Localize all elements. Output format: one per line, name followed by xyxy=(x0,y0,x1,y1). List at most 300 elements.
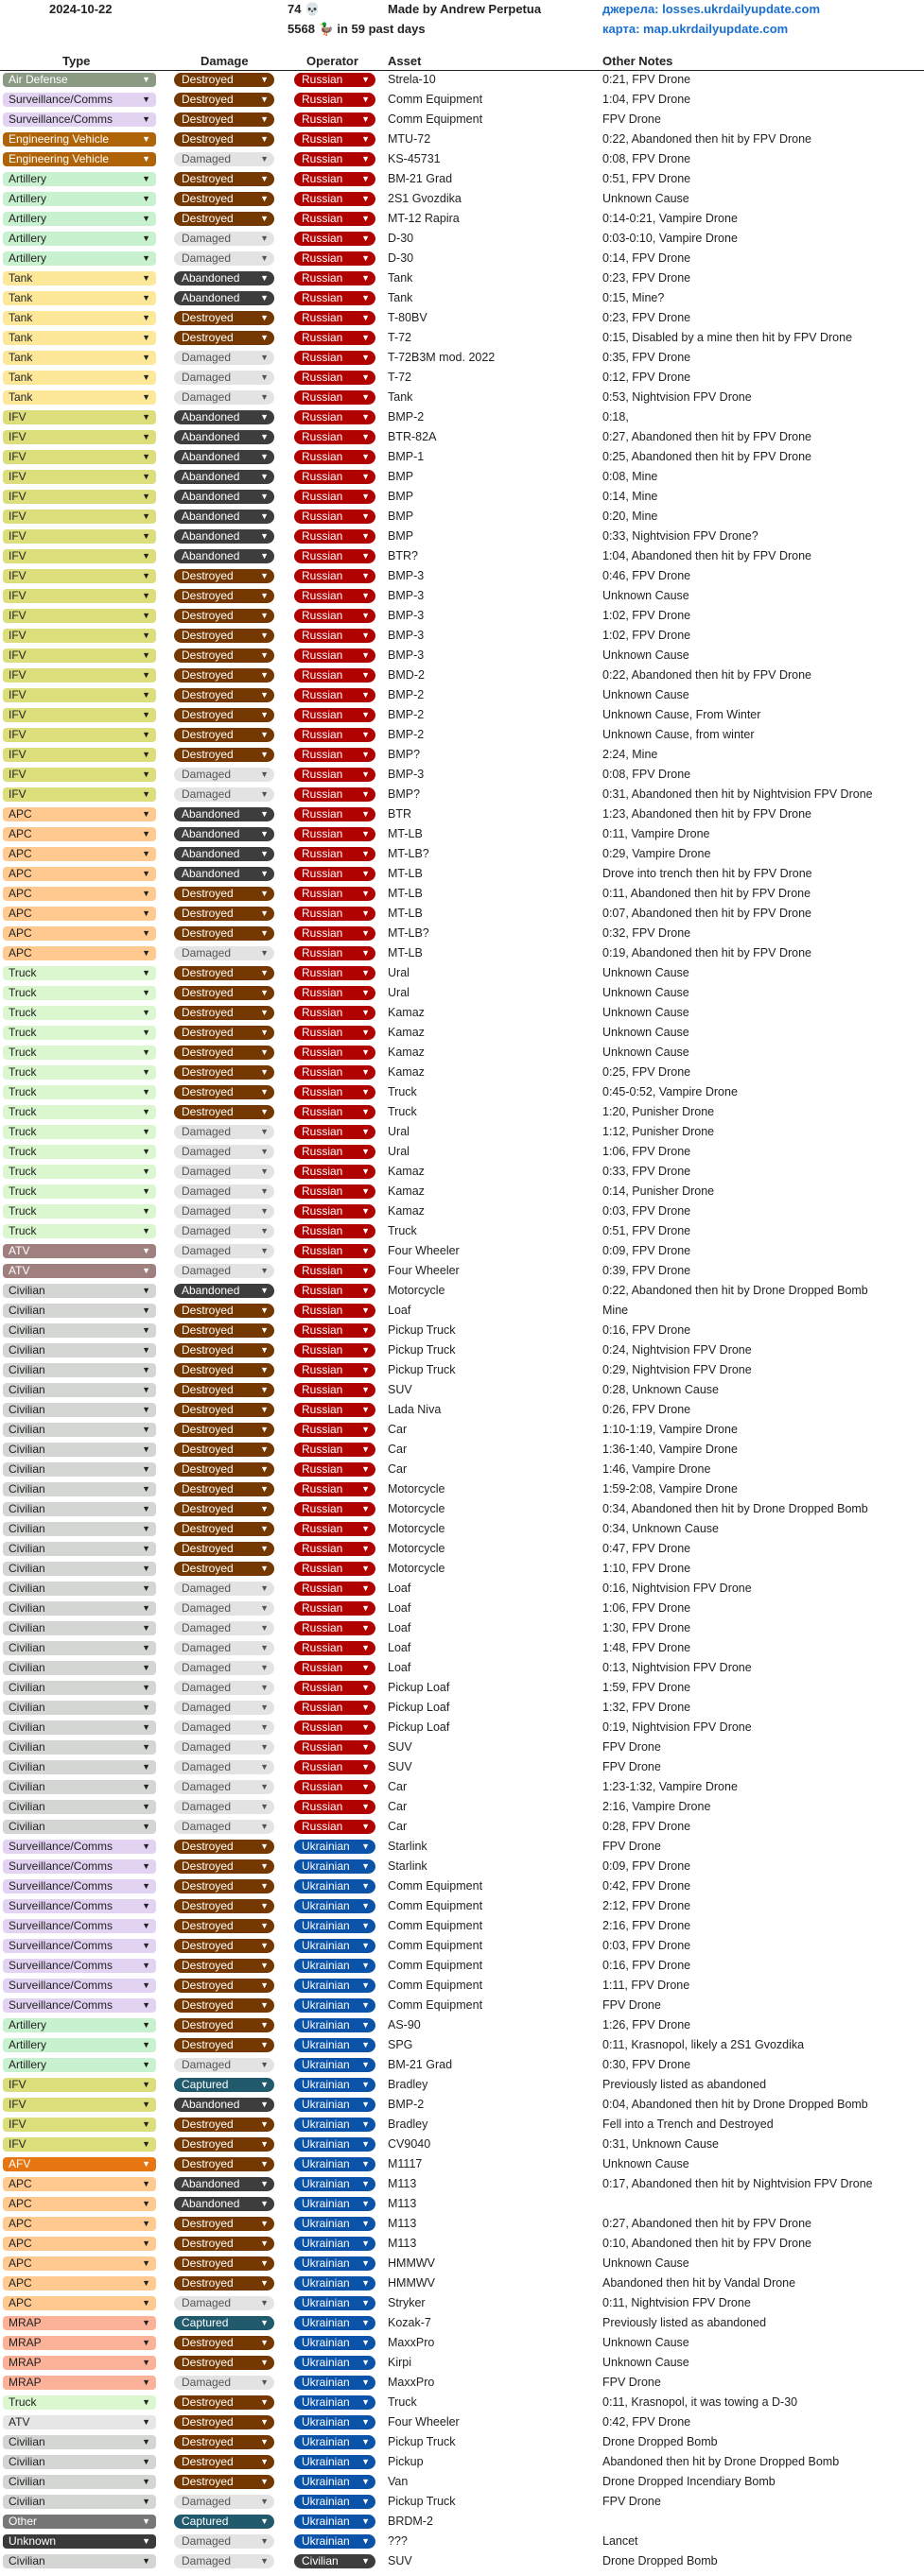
damage-select[interactable] xyxy=(174,1621,274,1635)
operator-select[interactable] xyxy=(294,1284,375,1298)
type-select[interactable] xyxy=(3,1284,156,1298)
type-select[interactable] xyxy=(3,2554,156,2568)
damage-select[interactable] xyxy=(174,629,274,643)
operator-select[interactable] xyxy=(294,1661,375,1675)
damage-select[interactable] xyxy=(174,271,274,285)
type-select[interactable] xyxy=(3,768,156,782)
damage-select[interactable] xyxy=(174,1681,274,1695)
operator-select[interactable] xyxy=(294,1403,375,1417)
damage-select[interactable] xyxy=(174,787,274,802)
type-select[interactable] xyxy=(3,232,156,246)
operator-select[interactable] xyxy=(294,93,375,107)
type-select[interactable] xyxy=(3,609,156,623)
type-select[interactable] xyxy=(3,1899,156,1913)
operator-select[interactable] xyxy=(294,470,375,484)
operator-select[interactable] xyxy=(294,1522,375,1536)
damage-select[interactable] xyxy=(174,2058,274,2072)
damage-select[interactable] xyxy=(174,1641,274,1655)
damage-select[interactable] xyxy=(174,2157,274,2171)
damage-select[interactable] xyxy=(174,351,274,365)
type-select[interactable] xyxy=(3,549,156,563)
type-select[interactable] xyxy=(3,1998,156,2013)
operator-select[interactable] xyxy=(294,132,375,147)
type-select[interactable] xyxy=(3,2435,156,2449)
type-select[interactable] xyxy=(3,2534,156,2549)
type-select[interactable] xyxy=(3,2237,156,2251)
damage-select[interactable] xyxy=(174,807,274,821)
map-link[interactable]: карта: map.ukrdailyupdate.com xyxy=(602,22,789,36)
damage-select[interactable] xyxy=(174,1403,274,1417)
operator-select[interactable] xyxy=(294,1125,375,1139)
damage-select[interactable] xyxy=(174,1562,274,1576)
damage-select[interactable] xyxy=(174,1363,274,1377)
operator-select[interactable] xyxy=(294,907,375,921)
type-select[interactable] xyxy=(3,351,156,365)
operator-select[interactable] xyxy=(294,2475,375,2489)
sources-link[interactable]: джерела: losses.ukrdailyupdate.com xyxy=(602,2,821,16)
type-select[interactable] xyxy=(3,93,156,107)
operator-select[interactable] xyxy=(294,450,375,464)
damage-select[interactable] xyxy=(174,1105,274,1119)
damage-select[interactable] xyxy=(174,907,274,921)
type-select[interactable] xyxy=(3,2455,156,2469)
type-select[interactable] xyxy=(3,1879,156,1893)
damage-select[interactable] xyxy=(174,887,274,901)
operator-select[interactable] xyxy=(294,1065,375,1080)
damage-select[interactable] xyxy=(174,2118,274,2132)
operator-select[interactable] xyxy=(294,1800,375,1814)
damage-select[interactable] xyxy=(174,390,274,405)
type-select[interactable] xyxy=(3,529,156,544)
operator-select[interactable] xyxy=(294,2296,375,2310)
type-select[interactable] xyxy=(3,2197,156,2211)
operator-select[interactable] xyxy=(294,2515,375,2529)
operator-select[interactable] xyxy=(294,589,375,603)
operator-select[interactable] xyxy=(294,2415,375,2429)
type-select[interactable] xyxy=(3,1204,156,1219)
type-select[interactable] xyxy=(3,748,156,762)
operator-select[interactable] xyxy=(294,1423,375,1437)
damage-select[interactable] xyxy=(174,529,274,544)
type-select[interactable] xyxy=(3,907,156,921)
operator-select[interactable] xyxy=(294,1165,375,1179)
type-select[interactable] xyxy=(3,1979,156,1993)
damage-select[interactable] xyxy=(174,410,274,424)
operator-select[interactable] xyxy=(294,1105,375,1119)
damage-select[interactable] xyxy=(174,1740,274,1755)
damage-select[interactable] xyxy=(174,331,274,345)
damage-select[interactable] xyxy=(174,2376,274,2390)
damage-select[interactable] xyxy=(174,251,274,266)
operator-select[interactable] xyxy=(294,351,375,365)
damage-select[interactable] xyxy=(174,1443,274,1457)
type-select[interactable] xyxy=(3,132,156,147)
damage-select[interactable] xyxy=(174,768,274,782)
type-select[interactable] xyxy=(3,1462,156,1477)
damage-select[interactable] xyxy=(174,490,274,504)
damage-select[interactable] xyxy=(174,1998,274,2013)
damage-select[interactable] xyxy=(174,1244,274,1258)
damage-select[interactable] xyxy=(174,648,274,663)
type-select[interactable] xyxy=(3,966,156,980)
operator-select[interactable] xyxy=(294,648,375,663)
operator-select[interactable] xyxy=(294,2276,375,2291)
damage-select[interactable] xyxy=(174,1204,274,1219)
type-select[interactable] xyxy=(3,470,156,484)
operator-select[interactable] xyxy=(294,311,375,325)
operator-select[interactable] xyxy=(294,1224,375,1238)
damage-select[interactable] xyxy=(174,2197,274,2211)
operator-select[interactable] xyxy=(294,847,375,861)
damage-select[interactable] xyxy=(174,470,274,484)
operator-select[interactable] xyxy=(294,1998,375,2013)
operator-select[interactable] xyxy=(294,609,375,623)
type-select[interactable] xyxy=(3,410,156,424)
operator-select[interactable] xyxy=(294,2376,375,2390)
type-select[interactable] xyxy=(3,867,156,881)
type-select[interactable] xyxy=(3,1601,156,1616)
operator-select[interactable] xyxy=(294,1879,375,1893)
type-select[interactable] xyxy=(3,787,156,802)
type-select[interactable] xyxy=(3,1740,156,1755)
operator-select[interactable] xyxy=(294,410,375,424)
operator-select[interactable] xyxy=(294,1006,375,1020)
type-select[interactable] xyxy=(3,1582,156,1596)
damage-select[interactable] xyxy=(174,2356,274,2370)
operator-select[interactable] xyxy=(294,2356,375,2370)
type-select[interactable] xyxy=(3,1522,156,1536)
type-select[interactable] xyxy=(3,1840,156,1854)
type-select[interactable] xyxy=(3,1482,156,1496)
type-select[interactable] xyxy=(3,926,156,941)
operator-select[interactable] xyxy=(294,2336,375,2350)
damage-select[interactable] xyxy=(174,450,274,464)
damage-select[interactable] xyxy=(174,1919,274,1933)
type-select[interactable] xyxy=(3,1065,156,1080)
type-select[interactable] xyxy=(3,946,156,960)
type-select[interactable] xyxy=(3,1244,156,1258)
type-select[interactable] xyxy=(3,2376,156,2390)
operator-select[interactable] xyxy=(294,768,375,782)
operator-select[interactable] xyxy=(294,112,375,127)
damage-select[interactable] xyxy=(174,2395,274,2410)
type-select[interactable] xyxy=(3,311,156,325)
type-select[interactable] xyxy=(3,708,156,722)
damage-select[interactable] xyxy=(174,1720,274,1735)
type-select[interactable] xyxy=(3,2118,156,2132)
type-select[interactable] xyxy=(3,847,156,861)
operator-select[interactable] xyxy=(294,1204,375,1219)
operator-select[interactable] xyxy=(294,708,375,722)
damage-select[interactable] xyxy=(174,1423,274,1437)
damage-select[interactable] xyxy=(174,1284,274,1298)
operator-select[interactable] xyxy=(294,2316,375,2330)
damage-select[interactable] xyxy=(174,1462,274,1477)
damage-select[interactable] xyxy=(174,668,274,683)
type-select[interactable] xyxy=(3,2177,156,2191)
type-select[interactable] xyxy=(3,1720,156,1735)
damage-select[interactable] xyxy=(174,1701,274,1715)
type-select[interactable] xyxy=(3,331,156,345)
operator-select[interactable] xyxy=(294,1046,375,1060)
operator-select[interactable] xyxy=(294,2197,375,2211)
type-select[interactable] xyxy=(3,629,156,643)
operator-select[interactable] xyxy=(294,1582,375,1596)
damage-select[interactable] xyxy=(174,1383,274,1397)
type-select[interactable] xyxy=(3,1780,156,1794)
operator-select[interactable] xyxy=(294,1383,375,1397)
damage-select[interactable] xyxy=(174,291,274,305)
type-select[interactable] xyxy=(3,2256,156,2271)
damage-select[interactable] xyxy=(174,946,274,960)
operator-select[interactable] xyxy=(294,887,375,901)
operator-select[interactable] xyxy=(294,1641,375,1655)
operator-select[interactable] xyxy=(294,490,375,504)
damage-select[interactable] xyxy=(174,1820,274,1834)
damage-select[interactable] xyxy=(174,311,274,325)
type-select[interactable] xyxy=(3,1423,156,1437)
damage-select[interactable] xyxy=(174,2475,274,2489)
type-select[interactable] xyxy=(3,1641,156,1655)
damage-select[interactable] xyxy=(174,1006,274,1020)
operator-select[interactable] xyxy=(294,529,375,544)
operator-select[interactable] xyxy=(294,986,375,1000)
type-select[interactable] xyxy=(3,1343,156,1357)
type-select[interactable] xyxy=(3,1681,156,1695)
operator-select[interactable] xyxy=(294,232,375,246)
operator-select[interactable] xyxy=(294,1244,375,1258)
damage-select[interactable] xyxy=(174,430,274,444)
operator-select[interactable] xyxy=(294,1085,375,1099)
type-select[interactable] xyxy=(3,172,156,186)
operator-select[interactable] xyxy=(294,569,375,583)
type-select[interactable] xyxy=(3,152,156,166)
type-select[interactable] xyxy=(3,2078,156,2092)
type-select[interactable] xyxy=(3,2137,156,2152)
type-select[interactable] xyxy=(3,450,156,464)
operator-select[interactable] xyxy=(294,510,375,524)
damage-select[interactable] xyxy=(174,1899,274,1913)
operator-select[interactable] xyxy=(294,926,375,941)
operator-select[interactable] xyxy=(294,2217,375,2231)
damage-select[interactable] xyxy=(174,93,274,107)
damage-select[interactable] xyxy=(174,2276,274,2291)
damage-select[interactable] xyxy=(174,2018,274,2032)
type-select[interactable] xyxy=(3,390,156,405)
damage-select[interactable] xyxy=(174,966,274,980)
type-select[interactable] xyxy=(3,2217,156,2231)
type-select[interactable] xyxy=(3,2276,156,2291)
type-select[interactable] xyxy=(3,1403,156,1417)
operator-select[interactable] xyxy=(294,1820,375,1834)
operator-select[interactable] xyxy=(294,331,375,345)
type-select[interactable] xyxy=(3,490,156,504)
type-select[interactable] xyxy=(3,648,156,663)
operator-select[interactable] xyxy=(294,1026,375,1040)
damage-select[interactable] xyxy=(174,708,274,722)
operator-select[interactable] xyxy=(294,212,375,226)
type-select[interactable] xyxy=(3,2058,156,2072)
damage-select[interactable] xyxy=(174,2098,274,2112)
damage-select[interactable] xyxy=(174,1502,274,1516)
type-select[interactable] xyxy=(3,1502,156,1516)
operator-select[interactable] xyxy=(294,2395,375,2410)
operator-select[interactable] xyxy=(294,668,375,683)
operator-select[interactable] xyxy=(294,2118,375,2132)
damage-select[interactable] xyxy=(174,371,274,385)
operator-select[interactable] xyxy=(294,2038,375,2052)
damage-select[interactable] xyxy=(174,2435,274,2449)
type-select[interactable] xyxy=(3,2098,156,2112)
damage-select[interactable] xyxy=(174,748,274,762)
damage-select[interactable] xyxy=(174,1264,274,1278)
damage-select[interactable] xyxy=(174,1979,274,1993)
operator-select[interactable] xyxy=(294,549,375,563)
damage-select[interactable] xyxy=(174,132,274,147)
type-select[interactable] xyxy=(3,668,156,683)
type-select[interactable] xyxy=(3,1363,156,1377)
operator-select[interactable] xyxy=(294,2256,375,2271)
damage-select[interactable] xyxy=(174,152,274,166)
operator-select[interactable] xyxy=(294,2058,375,2072)
type-select[interactable] xyxy=(3,688,156,702)
type-select[interactable] xyxy=(3,1562,156,1576)
type-select[interactable] xyxy=(3,1859,156,1874)
damage-select[interactable] xyxy=(174,2415,274,2429)
type-select[interactable] xyxy=(3,1046,156,1060)
damage-select[interactable] xyxy=(174,2296,274,2310)
operator-select[interactable] xyxy=(294,2018,375,2032)
damage-select[interactable] xyxy=(174,867,274,881)
type-select[interactable] xyxy=(3,112,156,127)
operator-select[interactable] xyxy=(294,1740,375,1755)
damage-select[interactable] xyxy=(174,510,274,524)
operator-select[interactable] xyxy=(294,2137,375,2152)
type-select[interactable] xyxy=(3,1105,156,1119)
type-select[interactable] xyxy=(3,1621,156,1635)
operator-select[interactable] xyxy=(294,946,375,960)
type-select[interactable] xyxy=(3,589,156,603)
operator-select[interactable] xyxy=(294,172,375,186)
damage-select[interactable] xyxy=(174,1323,274,1338)
damage-select[interactable] xyxy=(174,1601,274,1616)
damage-select[interactable] xyxy=(174,1224,274,1238)
operator-select[interactable] xyxy=(294,1304,375,1318)
operator-select[interactable] xyxy=(294,1264,375,1278)
operator-select[interactable] xyxy=(294,291,375,305)
type-select[interactable] xyxy=(3,1085,156,1099)
damage-select[interactable] xyxy=(174,1165,274,1179)
damage-select[interactable] xyxy=(174,827,274,841)
operator-select[interactable] xyxy=(294,807,375,821)
damage-select[interactable] xyxy=(174,1879,274,1893)
damage-select[interactable] xyxy=(174,1184,274,1199)
type-select[interactable] xyxy=(3,807,156,821)
type-select[interactable] xyxy=(3,212,156,226)
damage-select[interactable] xyxy=(174,2515,274,2529)
type-select[interactable] xyxy=(3,2316,156,2330)
damage-select[interactable] xyxy=(174,2137,274,2152)
damage-select[interactable] xyxy=(174,1939,274,1953)
damage-select[interactable] xyxy=(174,112,274,127)
damage-select[interactable] xyxy=(174,1582,274,1596)
damage-select[interactable] xyxy=(174,1046,274,1060)
damage-select[interactable] xyxy=(174,2495,274,2509)
operator-select[interactable] xyxy=(294,787,375,802)
operator-select[interactable] xyxy=(294,748,375,762)
operator-select[interactable] xyxy=(294,1959,375,1973)
type-select[interactable] xyxy=(3,1145,156,1159)
operator-select[interactable] xyxy=(294,1443,375,1457)
damage-select[interactable] xyxy=(174,1482,274,1496)
damage-select[interactable] xyxy=(174,192,274,206)
operator-select[interactable] xyxy=(294,1681,375,1695)
operator-select[interactable] xyxy=(294,371,375,385)
type-select[interactable] xyxy=(3,1184,156,1199)
damage-select[interactable] xyxy=(174,232,274,246)
damage-select[interactable] xyxy=(174,172,274,186)
operator-select[interactable] xyxy=(294,1701,375,1715)
type-select[interactable] xyxy=(3,510,156,524)
damage-select[interactable] xyxy=(174,1145,274,1159)
operator-select[interactable] xyxy=(294,2177,375,2191)
operator-select[interactable] xyxy=(294,1760,375,1774)
operator-select[interactable] xyxy=(294,1621,375,1635)
operator-select[interactable] xyxy=(294,2534,375,2549)
type-select[interactable] xyxy=(3,1542,156,1556)
damage-select[interactable] xyxy=(174,549,274,563)
operator-select[interactable] xyxy=(294,1542,375,1556)
damage-select[interactable] xyxy=(174,1542,274,1556)
type-select[interactable] xyxy=(3,271,156,285)
type-select[interactable] xyxy=(3,1939,156,1953)
operator-select[interactable] xyxy=(294,1979,375,1993)
operator-select[interactable] xyxy=(294,430,375,444)
type-select[interactable] xyxy=(3,2495,156,2509)
damage-select[interactable] xyxy=(174,728,274,742)
type-select[interactable] xyxy=(3,887,156,901)
damage-select[interactable] xyxy=(174,2237,274,2251)
damage-select[interactable] xyxy=(174,1125,274,1139)
damage-select[interactable] xyxy=(174,2534,274,2549)
damage-select[interactable] xyxy=(174,1859,274,1874)
operator-select[interactable] xyxy=(294,728,375,742)
damage-select[interactable] xyxy=(174,2336,274,2350)
damage-select[interactable] xyxy=(174,2256,274,2271)
operator-select[interactable] xyxy=(294,1840,375,1854)
operator-select[interactable] xyxy=(294,1919,375,1933)
damage-select[interactable] xyxy=(174,1522,274,1536)
operator-select[interactable] xyxy=(294,251,375,266)
type-select[interactable] xyxy=(3,1304,156,1318)
damage-select[interactable] xyxy=(174,1343,274,1357)
type-select[interactable] xyxy=(3,728,156,742)
damage-select[interactable] xyxy=(174,1085,274,1099)
type-select[interactable] xyxy=(3,569,156,583)
type-select[interactable] xyxy=(3,1165,156,1179)
damage-select[interactable] xyxy=(174,1780,274,1794)
operator-select[interactable] xyxy=(294,1184,375,1199)
operator-select[interactable] xyxy=(294,2157,375,2171)
operator-select[interactable] xyxy=(294,1562,375,1576)
damage-select[interactable] xyxy=(174,73,274,87)
operator-select[interactable] xyxy=(294,192,375,206)
damage-select[interactable] xyxy=(174,2316,274,2330)
type-select[interactable] xyxy=(3,1323,156,1338)
type-select[interactable] xyxy=(3,251,156,266)
operator-select[interactable] xyxy=(294,2554,375,2568)
operator-select[interactable] xyxy=(294,390,375,405)
